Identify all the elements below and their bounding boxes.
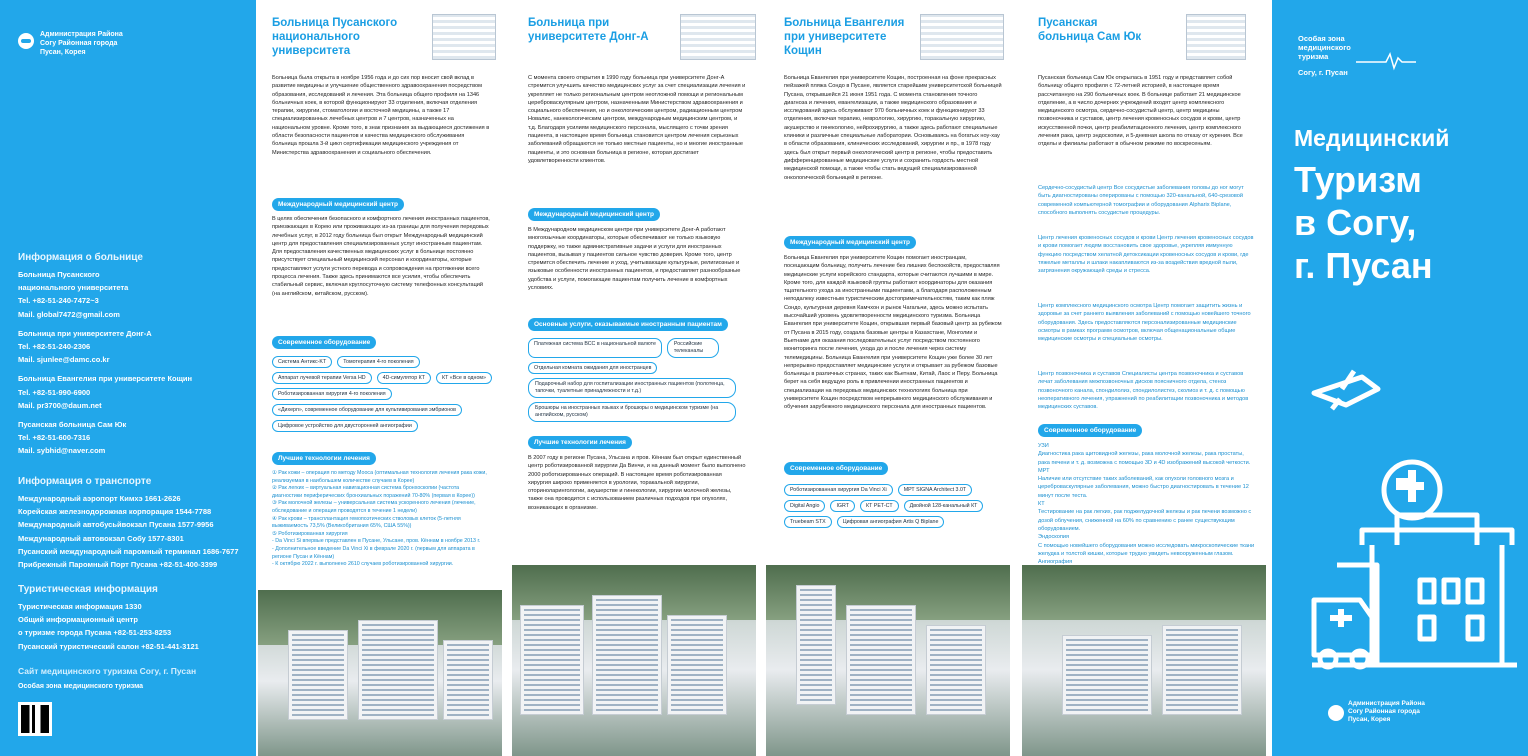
pnu-intl-text: В целях обеспечения безопасного и комфортного лечения иностранных пациентов, приезжающих в Корею или проживающих из-за границы для получения передовых лечебных услуг, в 2012 году больница был открыт Международный медицинский центр для предоставления специализированных услуг иностранным пациентам. Для предоставления качественных медицинских услуг в больнице постоянно присутствует специальный медицинский персонал и координаторы, которые предоставляют услуги устного перевода и сопровождения на протяжении всего процесса лечения. Также здесь принимаются все усилия, чтобы обеспечить стабильный сервис, включая круглосуточную систему телефонных консультаций (на английском, китайском, русском). [272,216,490,297]
center-item: Сердечно-сосудистый центр Все сосудистые заболевания головы до ног могут быть диагностированы оперированы с помощью 320-канальной, 640-срезовой современной компьютерной томографии и оборудования Alpharix Biplane, способного выполнять сосудистые процедуры. [1038,185,1244,216]
donga-best-text: В 2007 году в регионе Пусана, Ульсана и пров. Кённам был открыт единственный центр роботизированной хирургии Да Винчи, и на данный момент было выполнено 2000 роботизированных операций. В настоящее время роботизированная хирургия широко применяется в урологии, торакальной хирургии, оториноларингологии, акушерстве и гинекологии, хирургии молочной железы, также она проводится с использованием различных подходов при опухолях, возникающих в организме. [528,455,746,511]
equip-tag: Система Антикс-KT [272,356,332,368]
transport-info [18,476,250,571]
hospital-line: Больница Пусанского [18,270,100,279]
cover-title-main: Туризм в Согу, г. Пусан [1294,159,1433,286]
samyook-equip-title: Современное оборудование [1038,424,1142,437]
hospital-line: Tel. +82-51-990-6900 [18,387,91,397]
transport-title: Информация о транспорте [18,476,152,487]
pnu-equip-list [272,356,492,432]
transport-line: Прибрежный Паромный Порт Пусана +82-51-400-3399 [18,560,218,570]
tourist-line: о туризме города Пусана +82-51-253-8253 [18,628,172,638]
kosin-equip-title: Современное оборудование [784,462,888,475]
service-tag: Брошюры на иностранных языках и брошюры о медицинском туризме (на английском, русском) [528,402,736,422]
equip-tag: Роботизированная хирургия Da Vinci Xi [784,484,893,496]
hospital-building-icon [920,14,1004,60]
kosin-intro: Больница Евангелия при университете Кощин, построенная на фоне прекрасных пейзажей пляжа Сондо в Пусане, является старейшим университетской больницей Пусана, открывшейся 21 июня 1951 года. С момента становления точного диагноза и лечения, евангелизации, а также медицинского образования и исследований здесь обслуживают 970 больничных коек и функционируют 33 отделения, включая терапию, неврологию, хирургию, торакальную хирургию, акушерство и гинекологию, нейрохирургию, а также здесь работают специальные клиники и различные специальные лаборатории. Основываясь на богатых ноу-хау в области образования, клинических исследований, хирургии и пр., в 1978 году здесь был открыт первый онкологический центр в регионе, чтобы предоставить дифференцированные медицинские услуги и сохранить гордость местной медицинской помощи, а также чтобы стать ведущей специализированной онкологической больницей в регионе. [784,75,1002,181]
samyook-hospital-photo [1022,565,1266,756]
service-tag: Отдельная комната ожидания для иностранцев [528,362,657,374]
transport-list [18,492,250,571]
equip-tag: 4D-симулятор КТ [377,372,431,384]
samyook-title: Пусанская больница Сам Юк [1038,17,1142,43]
donga-best-title: Лучшие технологии лечения [528,436,632,449]
cover-title-line1: Медицинский [1294,125,1450,151]
equip-tag: Аппарат лучевой терапии Versa HD [272,372,372,384]
hospital-line: Больница при университете Донг-А [18,328,152,338]
tourist-title: Туристическая информация [18,584,158,595]
equip-tag: «Дихерп», современное оборудование для культивирования эмбрионов [272,404,462,416]
transport-line: Международный автовокзал Собу 1577-8301 [18,533,184,543]
kosin-hospital-photo [766,565,1010,756]
column-donga-hospital [528,0,784,560]
center-item: Центр позвоночника и суставов Специалисты центра позвоночника и суставов лечат заболевания межпозвоночных дисков поясничного отдела, стеноз позвоночного канала, спондилолиз, спондилолистез, сколиоз и т. д. с помощью неоперативного лечения, упражнений по реабилитации позвоночника и методов медицинских суставов. [1038,371,1249,411]
equip-tag: Цифровая ангиография Artis Q Biplane [837,516,945,528]
hospital-line: Tel. +82-51-240-7472~3 [18,296,99,306]
tourist-line: Пусанский туристический салон +82-51-441-3121 [18,641,199,651]
equip-tag: КТ «Все в одном» [436,372,492,384]
equip-tag: Цифровое устройство для двусторонней ангиографии [272,420,418,432]
transport-line: Пусанский международный паромный терминал 1686-7677 [18,546,239,556]
hospital-line: Mail. global7472@gmail.com [18,309,120,319]
donga-services-list [528,338,748,422]
pnu-equip-title: Современное оборудование [272,336,376,349]
equip-tag: IGRT [830,500,855,512]
column-samyook-hospital [1038,0,1294,624]
donga-title: Больница при университете Донг-А [528,17,649,43]
tourist-line: Туристическая информация 1330 [18,602,142,611]
zone-city: Согу, г. Пусан [1298,68,1348,77]
busan-logo-icon [18,33,34,49]
hospital-line: Больница Евангелия при университете Кощин [18,374,193,384]
equip-tag: Томотерапия 4-го поколения [337,356,419,368]
transport-line: Международный аэропорт Кимхэ 1661-2626 [18,494,181,503]
equip-tag: Truebeam STX [784,516,832,528]
samyook-equip-text: УЗИ Диагностика рака щитовидной железы, рака молочной железы, рака простаты, рака печени и т. д. возможна с помощью 3D и 4D изображений высокой четкости. МРТ Наличие или отсутствие таких заболеваний, как опухоли головного мозга и цереброваскулярные заболевания, можно быстро диагностировать в течение 12 минут после теста. КТ Тестирование на рак легких, рак поджелудочной железы и рак печени возможно с дозой облучения, сниженной на 60% по сравнению с ранее существующим оборудованием. Эндоскопия С помощью новейшего оборудования можно исследовать микроскопические ткани желудка и толстой кишки, которые трудно увидеть невооруженным глазом. Ангиография [1038,443,1255,566]
donga-intro: С момента своего открытия в 1990 году больница при университете Донг-А стремится улучшить качество медицинских услуг за счет специализации лечения и укрепляет не только региональным центром неотложной помощи и региональным цереброваскулярным центром, назначенными Министерством здравоохранения и социального обеспечения, но и онкологическим центром, радиационным центром Новалис, нанекологическим центром, международным медицинским центром, и т.д. Благодаря усилиям медицинского персонала, мыслящего с точки зрения пациента, в настоящее время больница становится центром лечения серьезных заболеваний обращаются не только местные пациенты, но и многие иностранные пациенты, и это основная больница в регионе, которая достигает удовлетворенности клиентов. [528,75,746,164]
service-tag: Российские телеканалы [667,338,719,358]
heartbeat-icon [1356,50,1416,72]
hospital-illustration-icon [1302,365,1522,685]
equip-tag: Двойной 128-канальный КТ [904,500,984,512]
column-kosin-hospital [784,0,1040,560]
hospital-line: Пусанская больница Сам Юк [18,420,127,430]
kosin-intl-text: Больница Евангелия при университете Кощин помогает иностранцам, посещающим больницу, получить лечение без лишних беспокойств, предоставляя медицинские услуги корейского стандарта, которые считаются лучшими в мире. Кроме того, для каждой языковой группы работают координаторы для оказания тщательного ухода за иностранными пациентами, а благодаря расположенным неподалеку известным туристическим достопримечательностям, таким как пляж Сондо, культурная деревня Камчхон и рынок Чагальчи, здесь можно испытать высочайший уровень удовлетворенности медицинского туризма. Больница Евангелия при университете Кощин, открывшая первый базовый центр за рубежом от Пусана в 2015 году, создала базовые центры в Казахстане, Монголии и Вьетнаме для оказания последовательных услуг посредством постоянного мониторинга после лечения, ухода до и после лечения через систему телемедицины. Больница Евангелия при университете Кощин уже более 30 лет непрерывно предоставляет медицинские услуги и открывает за рубежом базовые больницы в различных странах, таких как Вьетнам, Китай, Лаос и Перу. Больница берет на себя ведущую роль в привлечении иностранных пациентов и специализации на передовых медицинских технологиях больница при университете Кощин посредством непрерывного медицинского обслуживания и обучения зарубежного медицинского персонала для иностранных пациентов. [784,255,1002,411]
transport-line: Корейская железнодорожная корпорация 1544-7788 [18,507,212,517]
equip-tag: КТ PET-CT [860,500,899,512]
pnu-intl-title: Международный медицинский центр [272,198,404,211]
hospital-building-icon [432,14,496,60]
busan-logo-icon [1328,705,1344,721]
pnu-hospital-photo [258,590,502,756]
hospital-line: Tel. +82-51-600-7316 [18,433,91,443]
hospital-building-icon [1186,14,1246,60]
tourism-site-subtitle: Особая зона медицинского туризма [18,683,144,690]
tourist-line: Общий информационный центр [18,615,138,625]
kosin-title: Больница Евангелия при университете Кощин [784,17,905,57]
donga-intl-title: Международный медицинский центр [528,208,660,221]
kosin-intl-title: Международный медицинский центр [784,236,916,249]
hospital-building-icon [680,14,756,60]
tourism-site-link[interactable]: Сайт медицинского туризма Согу, г. Пусан [18,666,197,676]
kosin-equip-list [784,484,1006,528]
org-name: Администрация Района Согу Районная города Пусан, Корея [40,31,123,56]
samyook-intro: Пусанская больница Сам Юк открылась в 1951 году и представляет собой больницу общего профиля с 72-летней историей, в настоящее время рассчитанную на 290 больничных коек. В больнице работает 21 медицинское отделение, а в число дочерних учреждений входят центр комплексного медицинского осмотра, сердечно-сосудистый центр, центр медицины позвоночника и суставов, центр лечения кровеносных сосудов и крови, центр искусственной почки, центр реабилитационного лечения, центр комплексного лечения рака, центр эндоскопии, и 5-дневная школа по отказу от курения. Все отделы и филиалы работают в обычном режиме по воскресеньям. [1038,75,1243,148]
cover-panel [1272,0,1528,756]
hospital-line: Mail. sybhid@naver.com [18,446,106,456]
tourist-info [18,584,250,653]
cover-org-name: Администрация Района Согу Районная города Пусан, Корея [1348,700,1425,723]
pnu-best-title: Лучшие технологии лечения [272,452,376,465]
hospital-info [18,252,250,458]
equip-tag: Роботизированная хирургия 4-го поколения [272,388,392,400]
pnu-best-text: ① Рак кожи – операция по методу Мооса (оптимальная технология лечения рака кожи, реализуемая в наибольшем количестве случаев в Корее) ② Рак легких – виртуальная навигационная система бронхоскопии (частота диагностики периферических бронхиальных поражений 70-80% (первая в Корее)) ③ Рак молочной железы – универсальная система ускоренного лечения (лечение, обследование и операция проводятся в течение 1 недели) ④ Рак крови – трансплантация гемопоэтических стволовых клеток (5-летняя выживаемость 73,5% (Великобритания 65%, США 55%)) ⑤ Роботизированная хирургия - Da Vinci Si впервые представлен в Пусане, Ульсане, пров. Кённам в ноябре 2013 г. - Дополнительное введение Da Vinci Xi в феврале 2020 г. (первым для аппарата в регионе Пусан и Кённам) - К октябрю 2022 г. выполнено 2610 случаев роботизированной хирургии. [272,470,487,568]
qr-code-icon[interactable] [18,702,52,736]
hospital-info-title: Информация о больнице [18,252,143,263]
service-tag: Платежная система ВСС в национальной валюте [528,338,662,358]
center-item: Центр комплексного медицинского осмотра Центр помогает защитить жизнь и здоровье за счет раннего выявления заболеваний с помощью новейшего точного оборудования. Здесь предоставляются персонализированные медицинские осмотры в рамках программ осмотров, включая общенациональные общие медицинские осмотры и специальные осмотры. [1038,303,1251,343]
org-logo [18,30,123,57]
hospital-info-list [18,268,250,458]
column-pnu-hospital [272,0,528,568]
donga-hospital-photo [512,565,756,756]
left-panel [0,0,256,756]
hospital-line: Tel. +82-51-240-2306 [18,342,91,352]
hospital-line: Mail. sjunlee@damc.co.kr [18,355,110,365]
transport-line: Международный автобусьйвокзал Пусана 1577-9956 [18,520,214,530]
equip-tag: МРТ SIGNA Architect 3.0T [898,484,972,496]
donga-intl-text: В Международном медицинском центре при университете Донг-А работают многоязычные координаторы, которые обеспечивают не только языковую поддержку, но также административные задачи и услуги для иностранных пациентов, вызывая у пациентов сильное чувство доверия. Кроме того, центр стремится обеспечить лечение и уход, учитывающие культурные, религиозные и языковые особенности иностранных пациентов, и предоставляет разнообразные удобства и услуги, помогающие пациентам получить лечение в комфортных условиях. [528,227,741,292]
tourist-list [18,600,250,653]
pnu-intro: Больница была открыта в ноябре 1956 года и до сих пор вносит свой вклад в развитие медицины и улучшение общественного здравоохранения посредством образования, исследований и лечения. Эта больница общего профиля на 1346 больничных коек, в которой функционируют 33 отделения, включая отделения терапии, хирургии, стоматологии и восточной медицины, а также 17 специализированных лечебных центров и 7 центров, назначенных на национальном уровне. Кроме того, в знак признания за выдающиеся достижения в области безопасности пациентов и качества медицинского обслуживания больница прошла 3-й цикл сертификации медицинского учреждения от Министерства здравоохранения и социального обеспечения. [272,75,490,156]
hospital-line: национального университета [18,283,129,293]
equip-tag: Digital Angio [784,500,825,512]
donga-services-title: Основные услуги, оказываемые иностранным пациентам [528,318,728,331]
pnu-title: Больница Пусанского национального университета [272,17,398,57]
service-tag: Подарочный набор для госпитализации иностранных пациентов (полотенца, тапочки, туалетные принадлежности и т.д.) [528,378,736,398]
zone-label: Особая зона медицинского туризма [1298,34,1351,61]
hospital-line: Mail. pr3700@daum.net [18,400,102,410]
center-item: Центр лечения кровеносных сосудов и крови Центр лечения кровеносных сосудов и крови помогает людям восстановить свое здоровье, укрепляя иммунную функцию посредством хелатной детоксикации кровеносных сосудов и крови, где тяжелые металлы и шлаки накапливаются из-за воздействия вредной пыли, загрязнения окружающей среды и стресса. [1038,235,1254,275]
